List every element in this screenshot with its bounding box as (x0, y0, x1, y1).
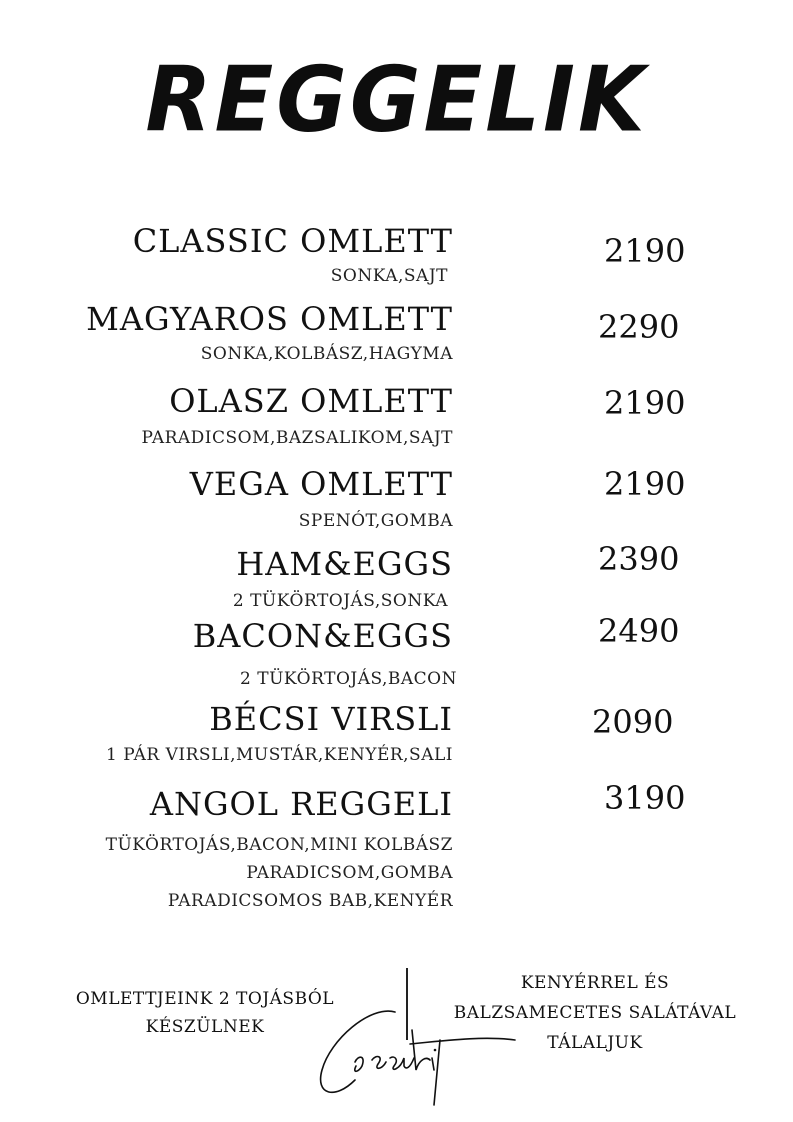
item-price: 2490 (598, 612, 680, 650)
item-price: 2190 (604, 232, 686, 270)
item-price: 2190 (604, 384, 686, 422)
item-price: 2390 (598, 540, 680, 578)
item-price: 2090 (592, 703, 674, 741)
item-description: 2 TÜKÖRTOJÁS,SONKA (232, 591, 448, 611)
item-name: BACON&EGGS (192, 617, 453, 655)
item-description: PARADICSOMOS BAB,KENYÉR (167, 891, 453, 911)
item-name: ANGOL REGGELI (149, 785, 453, 823)
footer-note-line: KENYÉRREL ÉS (520, 973, 670, 993)
item-price: 3190 (604, 779, 686, 817)
item-description: PARADICSOM,GOMBA (246, 863, 453, 883)
signature (300, 1000, 530, 1114)
menu-title: REGGELIK (145, 47, 648, 153)
item-name: MAGYAROS OMLETT (86, 300, 453, 338)
footer-note-line: TÁLALJUK (547, 1033, 643, 1053)
item-description: 2 TÜKÖRTOJÁS,BACON (240, 669, 457, 689)
footer-note-line: OMLETTJEINK 2 TOJÁSBÓL (75, 989, 335, 1009)
item-name: HAM&EGGS (236, 545, 453, 583)
item-name: CLASSIC OMLETT (132, 222, 453, 260)
footer-note-line: KÉSZÜLNEK (145, 1017, 265, 1037)
item-name: VEGA OMLETT (189, 465, 453, 503)
item-description: SONKA,SAJT (330, 266, 448, 286)
item-description: SONKA,KOLBÁSZ,HAGYMA (200, 344, 453, 364)
item-price: 2190 (604, 465, 686, 503)
item-description: 1 PÁR VIRSLI,MUSTÁR,KENYÉR,SALI (106, 745, 453, 765)
item-description: SPENÓT,GOMBA (298, 511, 453, 531)
item-name: BÉCSI VIRSLI (209, 700, 453, 738)
item-description: TÜKÖRTOJÁS,BACON,MINI KOLBÁSZ (105, 835, 453, 855)
signature-icon (300, 1000, 530, 1110)
item-description: PARADICSOM,BAZSALIKOM,SAJT (141, 428, 453, 448)
footer-note-line: BALZSAMECETES SALÁTÁVAL (453, 1003, 737, 1023)
item-price: 2290 (598, 308, 680, 346)
item-name: OLASZ OMLETT (169, 382, 453, 420)
